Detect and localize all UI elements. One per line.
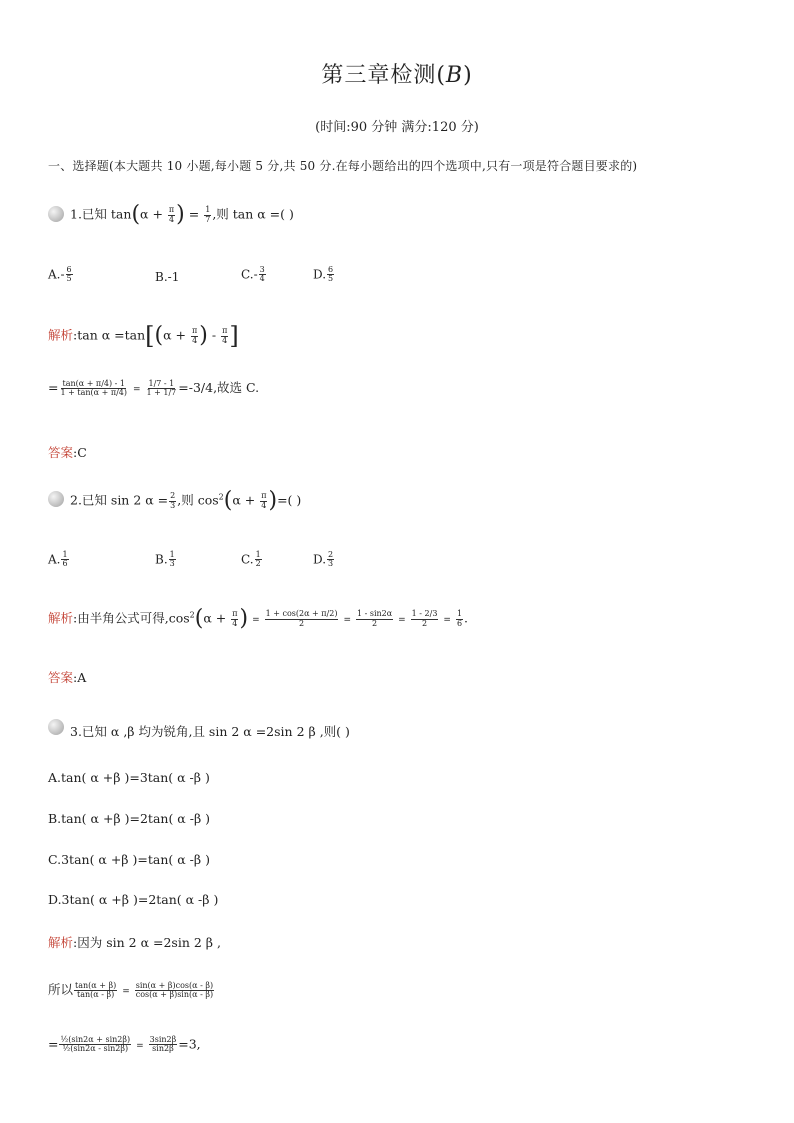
q1-option-d[interactable]: D. $\frac{6}{5}$ [313, 265, 334, 284]
q3-analysis: 解析:因为 sin 2 α =2sin 2 β , [48, 935, 221, 950]
question-2-stem: 2.已知 sin 2 α = $\frac{2}{3}$ ,则 $\cos^2(\alpha$ + $\frac{\pi}{4}$ )=( ) [70, 488, 302, 513]
question-marker-icon[interactable] [48, 206, 64, 222]
q2-option-c[interactable]: C. $\frac{1}{2}$ [241, 550, 261, 569]
q1-analysis: 解析:tan α =tan[(α + $\frac{\pi}{4}$ ) - $\frac{\pi}{4}$ ] [48, 322, 239, 350]
question-3-stem: 3.已知 α ,β 均为锐角,且 sin 2 α =2sin 2 β ,则( ) [70, 724, 350, 739]
section-heading: 一、选择题(本大题共 10 小题,每小题 5 分,共 50 分.在每小题给出的四个选项中,只有一项是符合题目要求的) [48, 159, 638, 173]
page-title: 第三章检测(B) [321, 63, 473, 88]
question-marker-icon[interactable] [48, 491, 64, 507]
q3-option-d[interactable]: D.3tan( α +β )=2tan( α -β ) [48, 892, 219, 907]
q3-option-c[interactable]: C.3tan( α +β )=tan( α -β ) [48, 852, 210, 867]
q1-option-c[interactable]: C.- $\frac{3}{4}$ [241, 265, 265, 284]
q2-analysis: 解析:由半角公式可得$,\cos^2(\alpha$ + $\frac{\pi}{4}$ ) = $\frac{1 + \cos(2\alpha + \pi/2)}{2}$ = $\frac{1 - \sin 2\alpha}{2}$ = $\frac{1 - 2/3}{2}$ = $\frac{1}{6}$ . [48, 606, 469, 631]
q2-answer: 答案:A [48, 670, 87, 685]
analysis-label: 解析 [48, 327, 74, 343]
exam-info: (时间:90 分钟 满分:120 分) [315, 120, 479, 135]
q2-option-d[interactable]: D. $\frac{2}{3}$ [313, 550, 334, 569]
q2-option-b[interactable]: B. $\frac{1}{3}$ [155, 550, 175, 569]
question-marker-icon[interactable] [48, 719, 64, 735]
question-1-stem: 1.已知 tan(α + $\frac{\pi}{4}$ ) = $\frac{1}{7}$ ,则 tan α =( ) [70, 202, 294, 227]
q3-option-a[interactable]: A.tan( α +β )=3tan( α -β ) [48, 770, 210, 785]
q3-analysis-line2: 所以 $\frac{\tan(\alpha + \beta)}{\tan(\alpha - \beta)}$ = $\frac{\sin(\alpha + \beta)\cos(\alpha - \beta)}{\cos(\alpha + \beta)\sin(\alpha - \beta)}$ [48, 980, 214, 999]
q2-option-a[interactable]: A. $\frac{1}{6}$ [48, 550, 68, 569]
q3-analysis-line3: = $\frac{\text{½(sin2α + sin2β)}}{\text{½(sin2α - sin2β)}}$ = $\frac{3\sin 2\beta}{\sin 2\beta}$ =3, [48, 1035, 201, 1054]
q1-option-a[interactable]: A.- $\frac{6}{5}$ [48, 265, 72, 284]
q1-answer: 答案:C [48, 445, 87, 460]
q1-analysis-line2: = $\frac{\tan(\alpha + \pi/4) - 1}{1 + \tan(\alpha + \pi/4)}$ = $\frac{1/7 - 1}{1 + 1/7}$ =-3/4,故选 C. [48, 378, 260, 397]
q1-option-b[interactable]: B.-1 [155, 270, 180, 284]
q3-option-b[interactable]: B.tan( α +β )=2tan( α -β ) [48, 811, 211, 826]
